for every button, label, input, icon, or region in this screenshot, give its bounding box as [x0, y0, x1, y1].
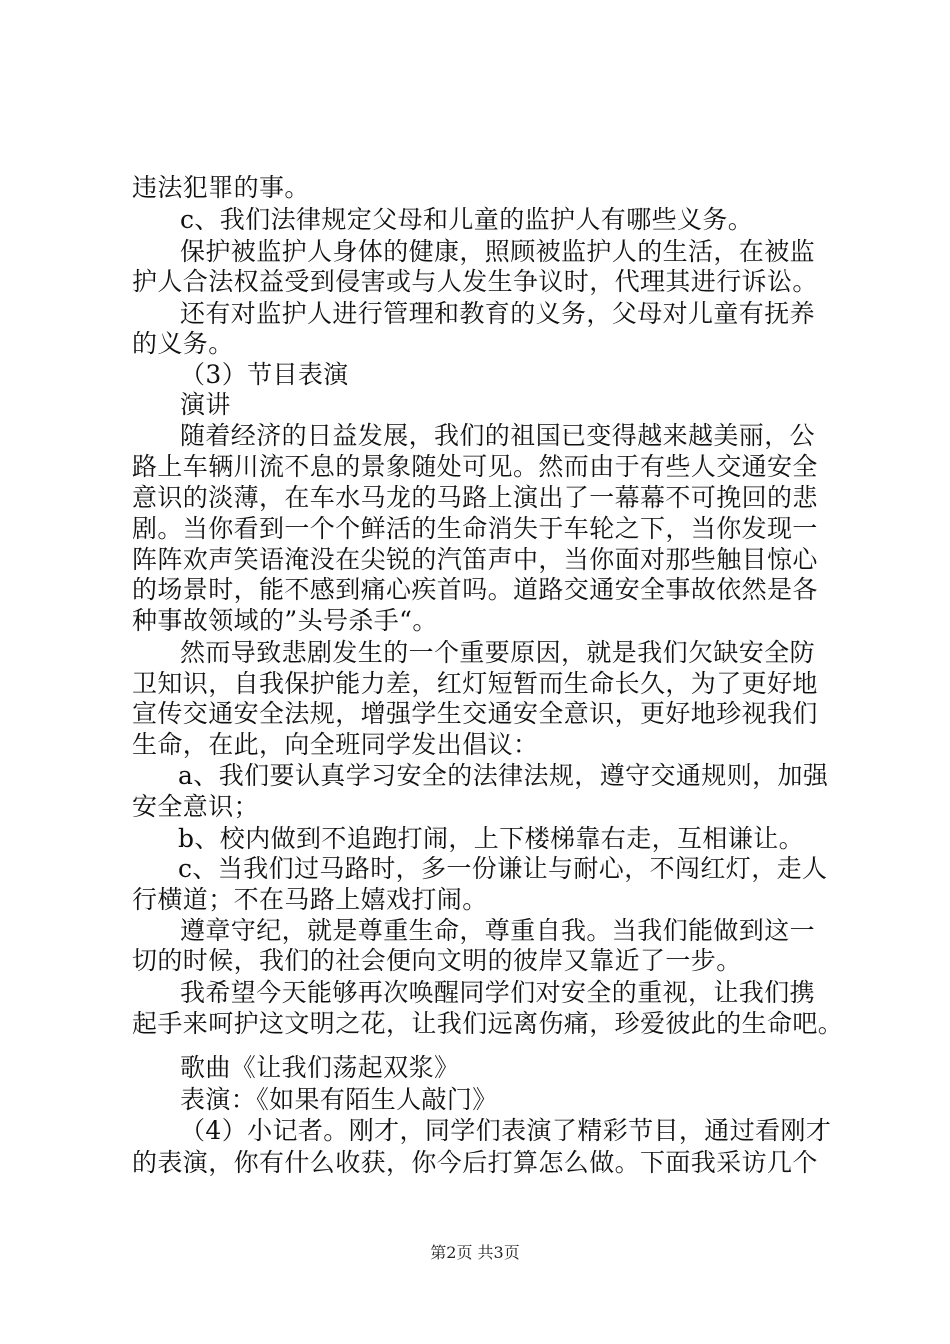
page-number-footer: 第2页 共3页 [430, 1243, 520, 1262]
subheading: 演讲 [180, 390, 231, 419]
text-line: 保护被监护人身体的健康，照顾被监护人的生活，在被监 [180, 237, 816, 266]
text-line: 然而导致悲剧发生的一个重要原因，就是我们欠缺安全防 [180, 638, 816, 667]
text-line: 护人合法权益受到侵害或与人发生争议时，代理其进行诉讼。 [132, 267, 818, 296]
performance-title: 表演：《如果有陌生人敲门》 [180, 1085, 498, 1114]
text-line: 剧。当你看到一个个鲜活的生命消失于车轮之下，当你发现一 [132, 514, 818, 543]
text-line: 的表演，你有什么收获，你今后打算怎么做。下面我采访几个 [132, 1148, 818, 1177]
text-line: 切的时候，我们的社会便向文明的彼岸又靠近了一步。 [132, 946, 742, 975]
text-line: 生命，在此，向全班同学发出倡议： [132, 730, 539, 759]
text-line: 的场景时，能不感到痛心疾首吗。道路交通安全事故依然是各 [132, 575, 818, 604]
text-line: 起手来呵护这文明之花，让我们远离伤痛，珍爱彼此的生命吧。 [132, 1009, 844, 1038]
text-line: 意识的淡薄，在车水马龙的马路上演出了一幕幕不可挽回的悲 [132, 483, 818, 512]
list-item: c、当我们过马路时，多一份谦让与耐心，不闯红灯，走人 [178, 854, 828, 883]
section-heading: （4）小记者。刚才，同学们表演了精彩节目，通过看刚才 [180, 1116, 832, 1145]
text-line: 路上车辆川流不息的景象随处可见。然而由于有些人交通安全 [132, 452, 818, 481]
list-item: a、我们要认真学习安全的法律法规，遵守交通规则，加强 [178, 761, 829, 790]
text-line: 阵阵欢声笑语淹没在尖锐的汽笛声中，当你面对那些触目惊心 [132, 545, 818, 574]
text-line: 的义务。 [132, 329, 234, 358]
text-line: 随着经济的日益发展，我们的祖国已变得越来越美丽，公 [180, 421, 816, 450]
section-heading: （3）节目表演 [180, 360, 349, 389]
list-item: b、校内做到不追跑打闹，上下楼梯靠右走，互相谦让。 [178, 824, 805, 853]
text-line: c、我们法律规定父母和儿童的监护人有哪些义务。 [180, 205, 754, 234]
text-line: 种事故领域的”头号杀手“。 [132, 606, 438, 635]
text-line: 遵章守纪，就是尊重生命，尊重自我。当我们能做到这一 [180, 916, 816, 945]
text-line: 还有对监护人进行管理和教育的义务，父母对儿童有抚养 [180, 299, 816, 328]
text-line: 行横道；不在马路上嬉戏打闹。 [132, 885, 488, 914]
song-title: 歌曲《让我们荡起双浆》 [180, 1053, 460, 1082]
text-line: 违法犯罪的事。 [132, 173, 310, 202]
text-line: 卫知识，自我保护能力差，红灯短暂而生命长久，为了更好地 [132, 669, 818, 698]
text-line: 宣传交通安全法规，增强学生交通安全意识，更好地珍视我们 [132, 699, 818, 728]
text-line: 我希望今天能够再次唤醒同学们对安全的重视，让我们携 [180, 978, 816, 1007]
text-line: 安全意识； [132, 792, 260, 821]
